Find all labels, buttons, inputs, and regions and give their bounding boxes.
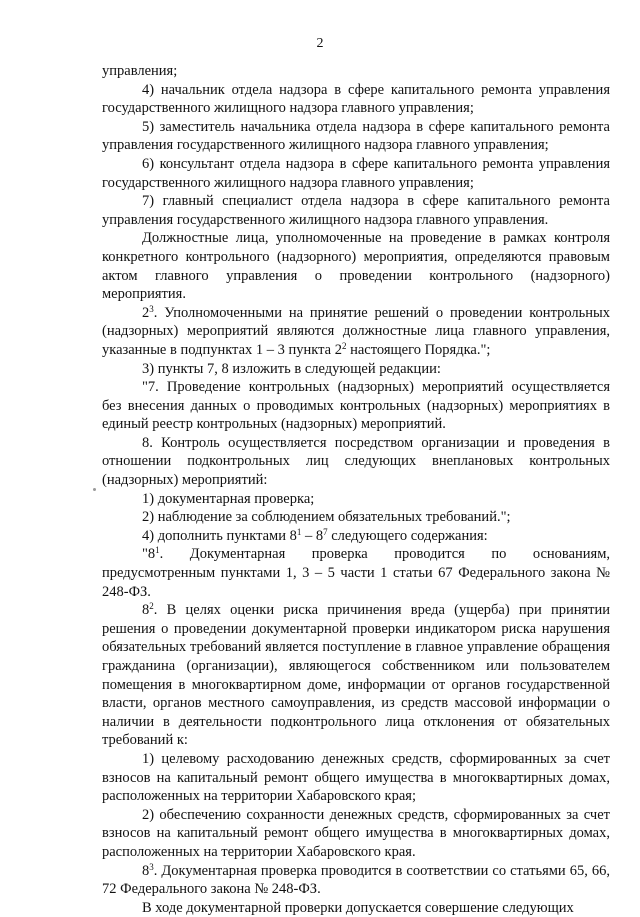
paragraph [102,155,610,192]
paragraph-text: следующего содержания: [327,527,488,544]
paragraph [102,862,610,899]
paragraph-text: 1) целевому расходованию денежных средств, сформированных за счет взносов на капитальный ремонт общего имущества в многоквартирных домах, расположенных на территории Хабаровского края; [102,750,610,805]
paragraph [102,62,610,81]
paragraph-text: управления; [102,63,178,79]
paragraph [102,527,610,546]
paragraph-text: 2 [142,304,150,321]
paragraph-text: 4) начальник отдела надзора в сфере капитального ремонта управления государственного жилищного надзора главного управления; [102,81,610,117]
document-body [102,62,610,917]
paragraph-text: 2) обеспечению сохранности денежных средств, сформированных за счет взносов на капитальный ремонт общего имущества в многоквартирных домах, расположенных на территории Хабаровского края. [102,806,610,860]
scan-speck [93,488,96,491]
paragraph-text: 3) пункты 7, 8 изложить в следующей редакции: [142,360,441,377]
paragraph [102,229,610,303]
paragraph [102,81,610,118]
paragraph-text: . Документарная проверка проводится в соответствии со статьями 65, 66, 72 Федерального закона № 248-ФЗ. [102,862,610,898]
paragraph-text: 6) консультант отдела надзора в сфере капитального ремонта управления государственного жилищного надзора главного управления; [102,155,610,191]
paragraph [102,545,610,601]
paragraph-text: 8 [142,602,150,619]
paragraph [102,360,610,379]
paragraph-text: . Документарная проверка проводится по основаниям, предусмотренным пунктами 1, 3 – 5 части 1 статьи 67 Федерального закона № 248-ФЗ. [102,546,610,600]
paragraph-text: 7) главный специалист отдела надзора в сфере капитального ремонта управления государственного жилищного надзора главного управления. [102,193,610,228]
paragraph-text: 1) документарная проверка; [142,490,315,507]
paragraph [102,899,610,917]
paragraph [102,434,610,490]
paragraph [102,304,610,360]
paragraph-text: 8 [142,862,150,879]
paragraph [102,508,610,527]
paragraph-text: . Уполномоченными на принятие решений о проведении контрольных (надзорных) мероприятий являются должностные лица главного управления, указанные в подпунктах 1 – 3 пункта 2 [102,304,610,358]
paragraph [102,378,610,434]
paragraph-text: Должностные лица, уполномоченные на проведение в рамках контроля конкретного контрольного (надзорного) мероприятия, определяются правовым актом главного управления о проведении контрольного (надзорного) мероприятия. [102,230,610,303]
superscript: 7 [323,526,328,537]
paragraph [102,490,610,509]
paragraph-text: "8 [142,546,156,563]
paragraph [102,192,610,229]
paragraph-text: "7. Проведение контрольных (надзорных) мероприятий осуществляется без внесения данных о проводимых контрольных (надзорных) мероприятиях в единый реестр контрольных (надзорных) мероприятий. [102,379,610,433]
superscript: 1 [155,545,160,556]
paragraph-text: 4) дополнить пунктами 8 [142,527,297,544]
paragraph [102,806,610,862]
paragraph-text: – 8 [301,527,324,544]
paragraph-text: 2) наблюдение за соблюдением обязательных требований."; [142,509,511,526]
paragraph [102,118,610,155]
page-number: 2 [316,36,324,51]
paragraph-text: настоящего Порядка."; [346,341,491,358]
superscript: 1 [296,526,302,537]
paragraph-text: В ходе документарной проверки допускается совершение следующих [142,899,574,916]
superscript: 3 [149,303,154,314]
paragraph-text: 8. Контроль осуществляется посредством организации и проведения в отношении подконтрольных лиц следующих внеплановых контрольных (надзорных) мероприятий: [102,434,610,489]
paragraph-text: 5) заместитель начальника отдела надзора в сфере капитального ремонта управления государственного жилищного надзора главного управления; [102,118,610,154]
superscript: 3 [149,861,154,872]
superscript: 2 [341,340,347,351]
paragraph [102,750,610,806]
superscript: 2 [149,601,154,612]
paragraph [102,601,610,750]
paragraph-text: . В целях оценки риска причинения вреда (ущерба) при принятии решения о проведении документарной проверки индикатором риска нарушения обязательных требований является поступление в главное управление обращения гражданина (организации), являющегося собственником или пользователем помещения в многоквартирном доме, информации от органов государственной власти, органов местного самоуправления, из средств массовой информации о наличии в деятельности подконтрольного лица отклонения от обязательных требований к: [102,602,610,749]
